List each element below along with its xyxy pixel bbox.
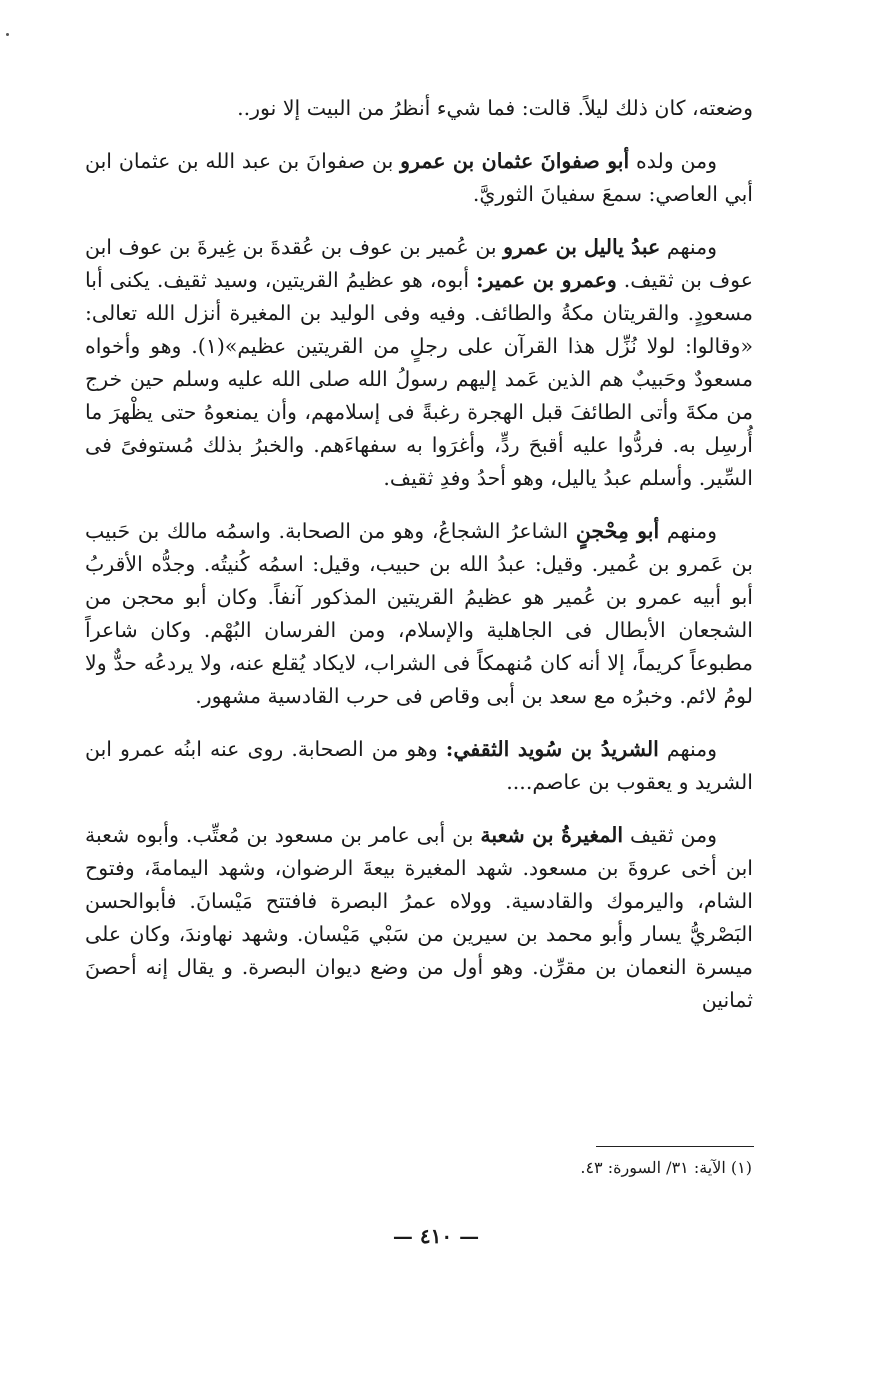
paragraph-text: أبوه، هو عظيمُ القريتين، وسيد ثقيف. يكنى أبا مسعودٍ. والقريتان مكةُ والطائف. وفيه وفى الوليد بن المغيرة أنزل الله تعالى: «وقالوا: لولا نُزِّل هذا القرآن على رجلٍ من القريتين عظيم»(١). وهو وأخواه مسعودٌ وحَبيبٌ هم الذين عَمد إليهم رسولُ الله صلى الله عليه وسلم حين خرج من مكةَ وأتى الطائفَ قبل الهجرة رغبةً فى إسلامهم، وأن يمنعوهُ حتى يظْهرَ ما أُرسِل به. فردُّوا عليه أقبحَ ردٍّ، وأغرَوا به سفهاءَهم. والخبرُ بذلك مُستوفىً فى السِّير. وأسلم عبدُ ياليل، وهو أحدُ وفدِ ثقيف. <box>85 268 753 490</box>
margin-dot <box>6 33 9 36</box>
paragraph <box>85 92 753 125</box>
paragraph <box>85 515 753 713</box>
page-number: — ٤١٠ — <box>392 1224 480 1248</box>
footnote-separator <box>596 1146 754 1147</box>
footnote: (١) الآية: ٣١/ السورة: ٤٣. <box>580 1158 752 1177</box>
person-name: الشريدُ بن سُويد الثقفي: <box>445 737 659 761</box>
person-name: أبو صفوانَ عثمان بن عمرو <box>400 149 630 173</box>
paragraph-text: وضعته، كان ذلك ليلاً. قالت: فما شيء أنظرُ من البيت إلا نور.. <box>237 96 753 120</box>
person-name: أبو مِحْجنٍ <box>575 519 660 543</box>
paragraph-text: ومنهم <box>658 737 718 761</box>
paragraph-text: ومن ولده <box>629 149 718 173</box>
paragraph-text: الشاعرُ الشجاعُ، وهو من الصحابة. واسمُه مالك بن حَبيب بن عَمرو بن عُمير. وقيل: عبدُ الله بن حبيب، وقيل: اسمُه كُنيتُه. وجدُّه الأقربُ أبو أبيه عمرو بن عُمير هو عظيمُ القريتين المذكور آنفاً. وكان أبو محجن من الشجعان الأبطال فى الجاهلية والإسلام، ومن الفرسان البُهْم. وكان شاعراً مطبوعاً كريماً، إلا أنه كان مُنهمكاً فى الشراب، لايكاد يُقلع عنه، ولا يردعُه حدٌّ ولا لومُ لائم. وخبرُه مع سعد بن أبى وقاص فى حرب القادسية مشهور. <box>85 519 753 708</box>
page-body <box>85 92 753 1037</box>
paragraph-text: بن أبى عامر بن مسعود بن مُعتِّب. وأبوه شعبة ابن أخى عروةَ بن مسعود. شهد المغيرة بيعةَ الرضوان، وشهد اليمامةَ، وفتوح الشام، واليرموك والقادسية. وولاه عمرُ البصرة فافتتح مَيْسانَ. فأبوالحسن البَصْريُّ يسار وأبو محمد بن سيرين من سَبْي مَيْسان. وشهد نهاوندَ، وكان على ميسرة النعمان بن مقرِّن. وهو أول من وضع ديوان البصرة. و يقال إنه أحصنَ ثمانين <box>85 823 753 1012</box>
paragraph-text: ومنهم <box>659 519 717 543</box>
paragraph <box>85 733 753 799</box>
paragraph <box>85 819 753 1017</box>
person-name: وعمرو بن عمير: <box>476 268 617 292</box>
paragraph-text: وهو من الصحابة. روى عنه ابنُه عمرو ابن الشريد و يعقوب بن عاصم.... <box>85 737 753 794</box>
paragraph-text: ومن ثقيف <box>623 823 717 847</box>
paragraph <box>85 231 753 495</box>
paragraph-text: ومنهم <box>660 235 717 259</box>
paragraph-text: بن صفوانَ بن عبد الله بن عثمان ابن أبي العاصي: سمعَ سفيانَ الثوريَّ. <box>85 149 753 206</box>
paragraph-text: بن عُمير بن عوف بن عُقدةَ بن غِيرةَ بن عوف ابن عوف بن ثقيف. <box>85 235 753 292</box>
person-name: عبدُ ياليل بن عمرو <box>503 235 661 259</box>
paragraph <box>85 145 753 211</box>
person-name: المغيرةُ بن شعبة <box>480 823 624 847</box>
